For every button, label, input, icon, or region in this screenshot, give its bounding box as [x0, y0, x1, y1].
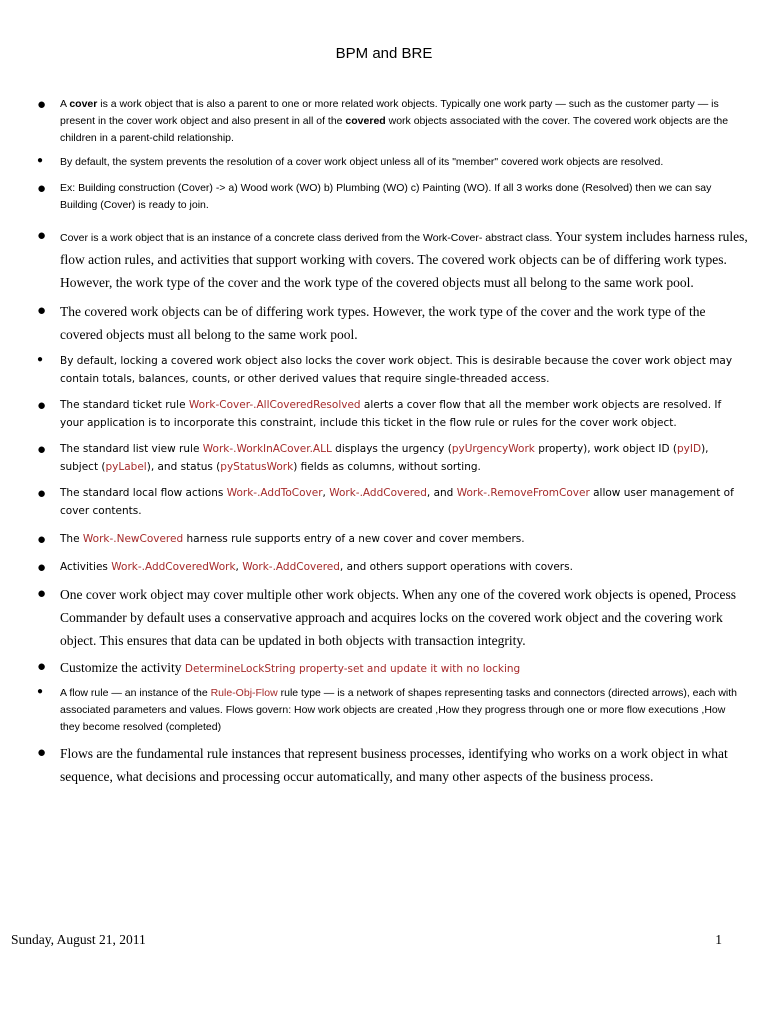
item-text: The standard local flow actions [60, 487, 227, 499]
bullet-icon: ● [37, 181, 47, 197]
bullet-icon: ● [37, 659, 47, 675]
list-item [36, 558, 748, 576]
item-text: One cover work object may cover multiple other work objects. When any one of the covered work objects is opened, Process Commander by default uses a conservative approach and acquires locks on the covered work object and the covering work object. This ensures that data can be updated in both objects with transaction integrity. [60, 587, 737, 648]
item-text: The standard ticket rule [60, 399, 189, 411]
list-item [36, 96, 748, 147]
bullet-icon: ● [37, 532, 47, 548]
list-item [36, 742, 748, 788]
bullet-icon: ● [37, 398, 47, 414]
list-item [36, 656, 748, 679]
item-text: The standard list view rule [60, 443, 203, 455]
item-text: , and others support operations with covers. [339, 561, 573, 573]
item-text: By default, the system prevents the resolution of a cover work object unless all of its "member" covered work objects are resolved. [60, 156, 664, 168]
item-text: ) fields as columns, without sorting. [293, 461, 481, 473]
bullet-icon: ● [37, 303, 47, 319]
rule-link: Rule-Obj-Flow [210, 687, 278, 699]
term-work-objects: work objects [317, 704, 377, 716]
list-item [36, 225, 748, 294]
bullet-icon: ● [37, 586, 47, 602]
page-number: 1 [715, 932, 722, 947]
item-text: The [60, 533, 83, 545]
item-text: rule type — is a network of shapes representing [277, 687, 506, 699]
footer-date: Sunday, August 21, 2011 [11, 932, 146, 947]
item-text: displays the urgency ( [331, 443, 452, 455]
bullet-icon: ● [37, 686, 44, 697]
item-text: allow user management of cover contents. [60, 487, 734, 517]
list-item [36, 154, 748, 171]
bullet-icon: ● [37, 354, 44, 365]
rule-link: Work-.AddCoveredWork [111, 561, 236, 573]
list-item [36, 180, 748, 214]
item-text: Ex: Building construction (Cover) -> a) Wood work (WO) b) Plumbing (WO) c) Painting (WO). If all 3 works done (Resolved) then we can say Building (Cover) is ready to join. [60, 182, 712, 211]
bullet-icon: ● [37, 228, 47, 244]
item-text: , and [426, 487, 457, 499]
item-text: Activities [60, 561, 112, 573]
item-text: ), subject ( [60, 443, 709, 473]
term-tasks: tasks [505, 687, 531, 699]
list-item [36, 352, 748, 388]
item-text: is a work object that is also a parent to one or more related work objects. Typically one work party — such as the customer party — is present in the cover work object and also present in all of the [60, 98, 719, 127]
page-title: BPM and BRE [335, 45, 433, 62]
bullet-icon: ● [37, 97, 47, 113]
bullet-icon: ● [37, 442, 47, 458]
item-text: , [235, 561, 243, 573]
bullet-icon: ● [37, 560, 47, 576]
rule-link: Work-.AddCovered [242, 561, 340, 573]
rule-link: Work-.AddToCover [226, 487, 323, 499]
property-link: pyUrgencyWork [451, 443, 535, 455]
item-text: By default, locking a covered work object also locks the cover work object. This is desirable because the cover work object may contain totals, balances, counts, or other derived values that require single-threaded access. [60, 355, 733, 385]
rule-link: Work-.RemoveFromCover [456, 487, 590, 499]
property-link: pyStatusWork [220, 461, 294, 473]
list-item [36, 484, 748, 520]
item-text: A flow rule — an instance of the [60, 687, 211, 699]
list-item [36, 685, 748, 736]
bullet-icon: ● [37, 155, 44, 166]
item-text: Customize the activity [60, 660, 185, 675]
list-item [36, 300, 748, 346]
rule-link: Work-Cover-.AllCoveredResolved [188, 399, 361, 411]
list-item [36, 440, 748, 476]
item-text: property), work object ID ( [534, 443, 677, 455]
term-cover: cover [69, 98, 98, 110]
bullet-list [36, 96, 748, 788]
item-text: and connectors (directed arrows), each with associated parameters and values. Flows govern: How [60, 687, 738, 716]
item-text: , [322, 487, 330, 499]
term-covered: covered [345, 115, 386, 127]
bullet-icon: ● [37, 745, 47, 761]
item-text: are created ,How they progress through one or more flow executions ,How they become resolved (completed) [60, 704, 726, 733]
rule-link: Work-.AddCovered [329, 487, 427, 499]
item-text: Your system includes harness rules, flow action rules, and activities that support working with covers. The covered work objects can be of differing work types. However, the work type of the cover and the work type of the covered objects must all belong to the same work pool. [60, 229, 748, 290]
property-link: pyID [677, 443, 702, 455]
bullet-icon: ● [37, 486, 47, 502]
item-text: Flows are the fundamental rule instances that represent business processes, identifying who works on a work object in what sequence, what decisions and processing occur automatically, and many other aspects of the business process. [60, 746, 728, 784]
rule-link: Work-.WorkInACover.ALL [202, 443, 332, 455]
item-text: ), and status ( [146, 461, 221, 473]
list-item [36, 583, 748, 652]
item-text: harness rule supports entry of a new cover and cover members. [183, 533, 525, 545]
property-link: pyLabel [105, 461, 147, 473]
item-text: The covered work objects can be of differing work types. However, the work type of the cover and the work type of the covered objects must all belong to the same work pool. [60, 304, 706, 342]
list-item [36, 530, 748, 548]
activity-link: DetermineLockString property-set and update it with no locking [184, 663, 521, 675]
item-text: Cover is a work object that is an instance of a concrete class derived from the Work-Cover- abstract class. [60, 232, 556, 244]
list-item [36, 396, 748, 432]
item-text: alerts a cover flow that all the member work objects are resolved. If your application is to incorporate this constraint, include this ticket in the flow rule or rules for the cover work object. [60, 399, 722, 429]
item-text: A [60, 98, 70, 110]
item-text: work objects associated with the cover. The covered work objects are the children in a parent-child relationship. [60, 115, 729, 144]
rule-link: Work-.NewCovered [82, 533, 184, 545]
